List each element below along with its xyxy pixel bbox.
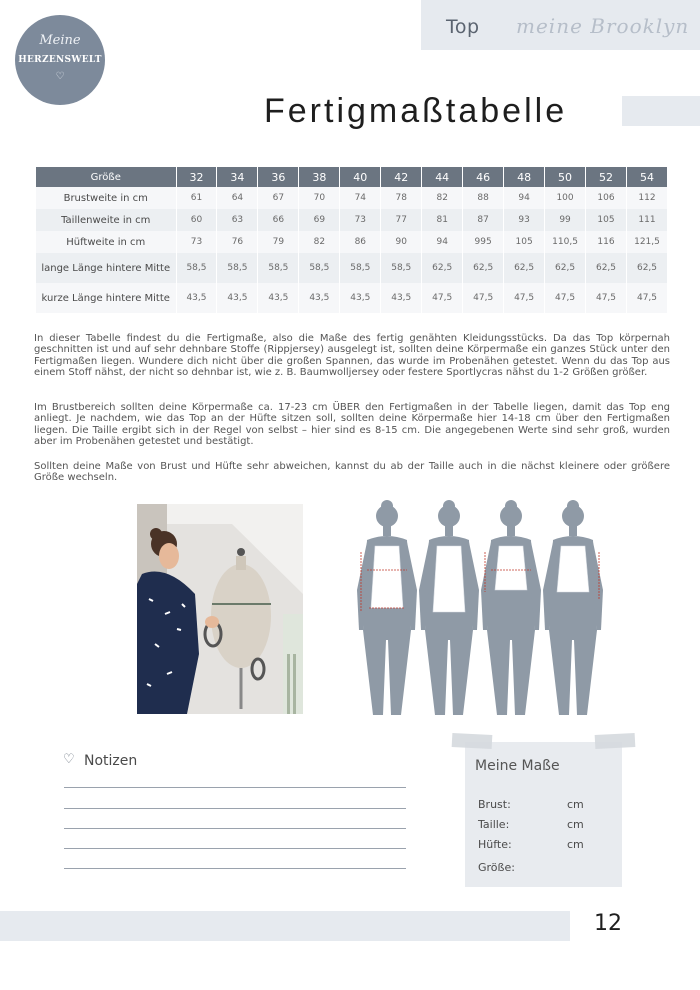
table-cell: 105: [586, 209, 627, 231]
table-cell: 62,5: [422, 253, 463, 283]
size-header: 34: [217, 167, 258, 187]
table-cell: 93: [504, 209, 545, 231]
note-line: [64, 808, 406, 809]
table-header-row: [36, 167, 668, 187]
table-cell: 110,5: [545, 231, 586, 253]
table-cell: 99: [545, 209, 586, 231]
size-header: 40: [340, 167, 381, 187]
tape-strip: [452, 733, 493, 749]
table-cell: 82: [299, 231, 340, 253]
size-header: 32: [176, 167, 217, 187]
table-cell: 74: [340, 187, 381, 209]
heart-icon: ♡: [63, 752, 75, 767]
size-header: 38: [299, 167, 340, 187]
size-header: 44: [422, 167, 463, 187]
table-cell: 79: [258, 231, 299, 253]
table-cell: 66: [258, 209, 299, 231]
table-cell: 58,5: [176, 253, 217, 283]
row-label: Taillenweite in cm: [36, 209, 176, 231]
table-cell: 116: [586, 231, 627, 253]
table-cell: 63: [217, 209, 258, 231]
table-cell: 64: [217, 187, 258, 209]
waist-unit: cm: [567, 818, 584, 831]
table-cell: 43,5: [176, 283, 217, 313]
logo-script-text: Meine: [39, 33, 81, 48]
notes-label: Notizen: [84, 753, 138, 769]
title-accent-bar: [622, 96, 700, 126]
table-cell: 995: [463, 231, 504, 253]
size-header-label: Größe: [36, 167, 176, 187]
table-row: [36, 253, 668, 283]
hip-label: Hüfte:: [478, 838, 512, 851]
table-cell: 121,5: [626, 231, 667, 253]
table-row: [36, 187, 668, 209]
table-cell: 106: [586, 187, 627, 209]
size-header: 46: [463, 167, 504, 187]
size-table: [36, 167, 668, 313]
table-cell: 100: [545, 187, 586, 209]
note-line: [64, 828, 406, 829]
table-cell: 62,5: [463, 253, 504, 283]
table-cell: 62,5: [586, 253, 627, 283]
measurement-card-title: Meine Maße: [475, 758, 560, 774]
table-cell: 58,5: [299, 253, 340, 283]
table-cell: 70: [299, 187, 340, 209]
table-cell: 94: [504, 187, 545, 209]
table-cell: 105: [504, 231, 545, 253]
hip-unit: cm: [567, 838, 584, 851]
sewing-photo: [137, 504, 303, 714]
table-cell: 73: [340, 209, 381, 231]
table-cell: 111: [626, 209, 667, 231]
table-cell: 77: [381, 209, 422, 231]
table-cell: 62,5: [504, 253, 545, 283]
table-row: [36, 209, 668, 231]
table-cell: 76: [217, 231, 258, 253]
table-cell: 60: [176, 209, 217, 231]
footer-band: [0, 911, 570, 941]
table-cell: 47,5: [463, 283, 504, 313]
logo: [15, 15, 105, 105]
bust-hip-paragraph: Im Brustbereich sollten deine Körpermaße ca. 17-23 cm ÜBER den Fertigmaßen in der Tabelle liegen, damit das Top eng anliegt. Je nachdem, wie das Top an der Hüfte sitzen soll, sollten deine Körpermaße hier 14-18 cm über den Fertigmaßen liegen. Die Taille ergibt sich in der Regel von selbst – hier sind es 8-15 cm. Die angegebenen Werte sind sehr groß, wurden aber im Probenähen getestet und bestätigt.: [34, 402, 670, 447]
table-cell: 43,5: [381, 283, 422, 313]
table-cell: 43,5: [217, 283, 258, 313]
table-cell: 58,5: [217, 253, 258, 283]
row-label: Hüftweite in cm: [36, 231, 176, 253]
size-header: 48: [504, 167, 545, 187]
table-cell: 47,5: [626, 283, 667, 313]
size-header: 42: [381, 167, 422, 187]
intro-paragraph: In dieser Tabelle findest du die Fertigmaße, also die Maße des fertig genähten Kleidungsstücks. Da das Top körpernah geschnitten ist und auf sehr dehnbare Stoffe (Rippjersey) ausgelegt ist, sollten deine Körpermaße ein ganzes Stück unter den Fertigmaßen liegen. Wundere dich nicht über die großen Spannen, das wurde im Probenähen getestet. Wenn du das Top aus einem Stoff nähst, der nicht so dehnbar ist, wie z. B. Baumwolljersey oder festere Sportlycras nähst du 1-2 Größen größer.: [34, 333, 670, 378]
size-change-paragraph: Sollten deine Maße von Brust und Hüfte sehr abweichen, kannst du ab der Taille auch in die nächst kleinere oder größere Größe wechseln.: [34, 461, 670, 484]
table-cell: 58,5: [258, 253, 299, 283]
bust-label: Brust:: [478, 798, 511, 811]
table-cell: 88: [463, 187, 504, 209]
size-header: 52: [586, 167, 627, 187]
row-label: lange Länge hintere Mitte: [36, 253, 176, 283]
note-line: [64, 868, 406, 869]
logo-heart-icon: ♡: [55, 71, 65, 82]
table-cell: 47,5: [545, 283, 586, 313]
table-cell: 86: [340, 231, 381, 253]
row-label: Brustweite in cm: [36, 187, 176, 209]
table-cell: 67: [258, 187, 299, 209]
page-number: 12: [594, 911, 622, 936]
note-line: [64, 848, 406, 849]
brand-script: meine Brooklyn: [516, 14, 690, 38]
table-cell: 43,5: [299, 283, 340, 313]
note-line: [64, 787, 406, 788]
body-figures-illustration: [355, 500, 605, 720]
table-cell: 73: [176, 231, 217, 253]
table-row: [36, 231, 668, 253]
table-row: [36, 283, 668, 313]
table-cell: 61: [176, 187, 217, 209]
waist-label: Taille:: [478, 818, 510, 831]
table-cell: 81: [422, 209, 463, 231]
row-label: kurze Länge hintere Mitte: [36, 283, 176, 313]
table-cell: 47,5: [422, 283, 463, 313]
table-cell: 112: [626, 187, 667, 209]
size-header: 50: [545, 167, 586, 187]
size-label: Größe:: [478, 861, 515, 874]
table-cell: 62,5: [626, 253, 667, 283]
logo-main-text: HERZENSWELT: [18, 55, 102, 65]
table-cell: 94: [422, 231, 463, 253]
table-cell: 47,5: [504, 283, 545, 313]
table-cell: 62,5: [545, 253, 586, 283]
table-cell: 43,5: [340, 283, 381, 313]
size-header: 54: [626, 167, 667, 187]
table-cell: 58,5: [340, 253, 381, 283]
table-cell: 58,5: [381, 253, 422, 283]
table-cell: 47,5: [586, 283, 627, 313]
table-cell: 69: [299, 209, 340, 231]
table-cell: 43,5: [258, 283, 299, 313]
table-cell: 90: [381, 231, 422, 253]
size-header: 36: [258, 167, 299, 187]
bust-unit: cm: [567, 798, 584, 811]
table-cell: 78: [381, 187, 422, 209]
page-title: Fertigmaßtabelle: [264, 92, 568, 130]
tape-strip: [595, 733, 636, 749]
table-cell: 87: [463, 209, 504, 231]
table-cell: 82: [422, 187, 463, 209]
section-label: Top: [446, 16, 480, 38]
